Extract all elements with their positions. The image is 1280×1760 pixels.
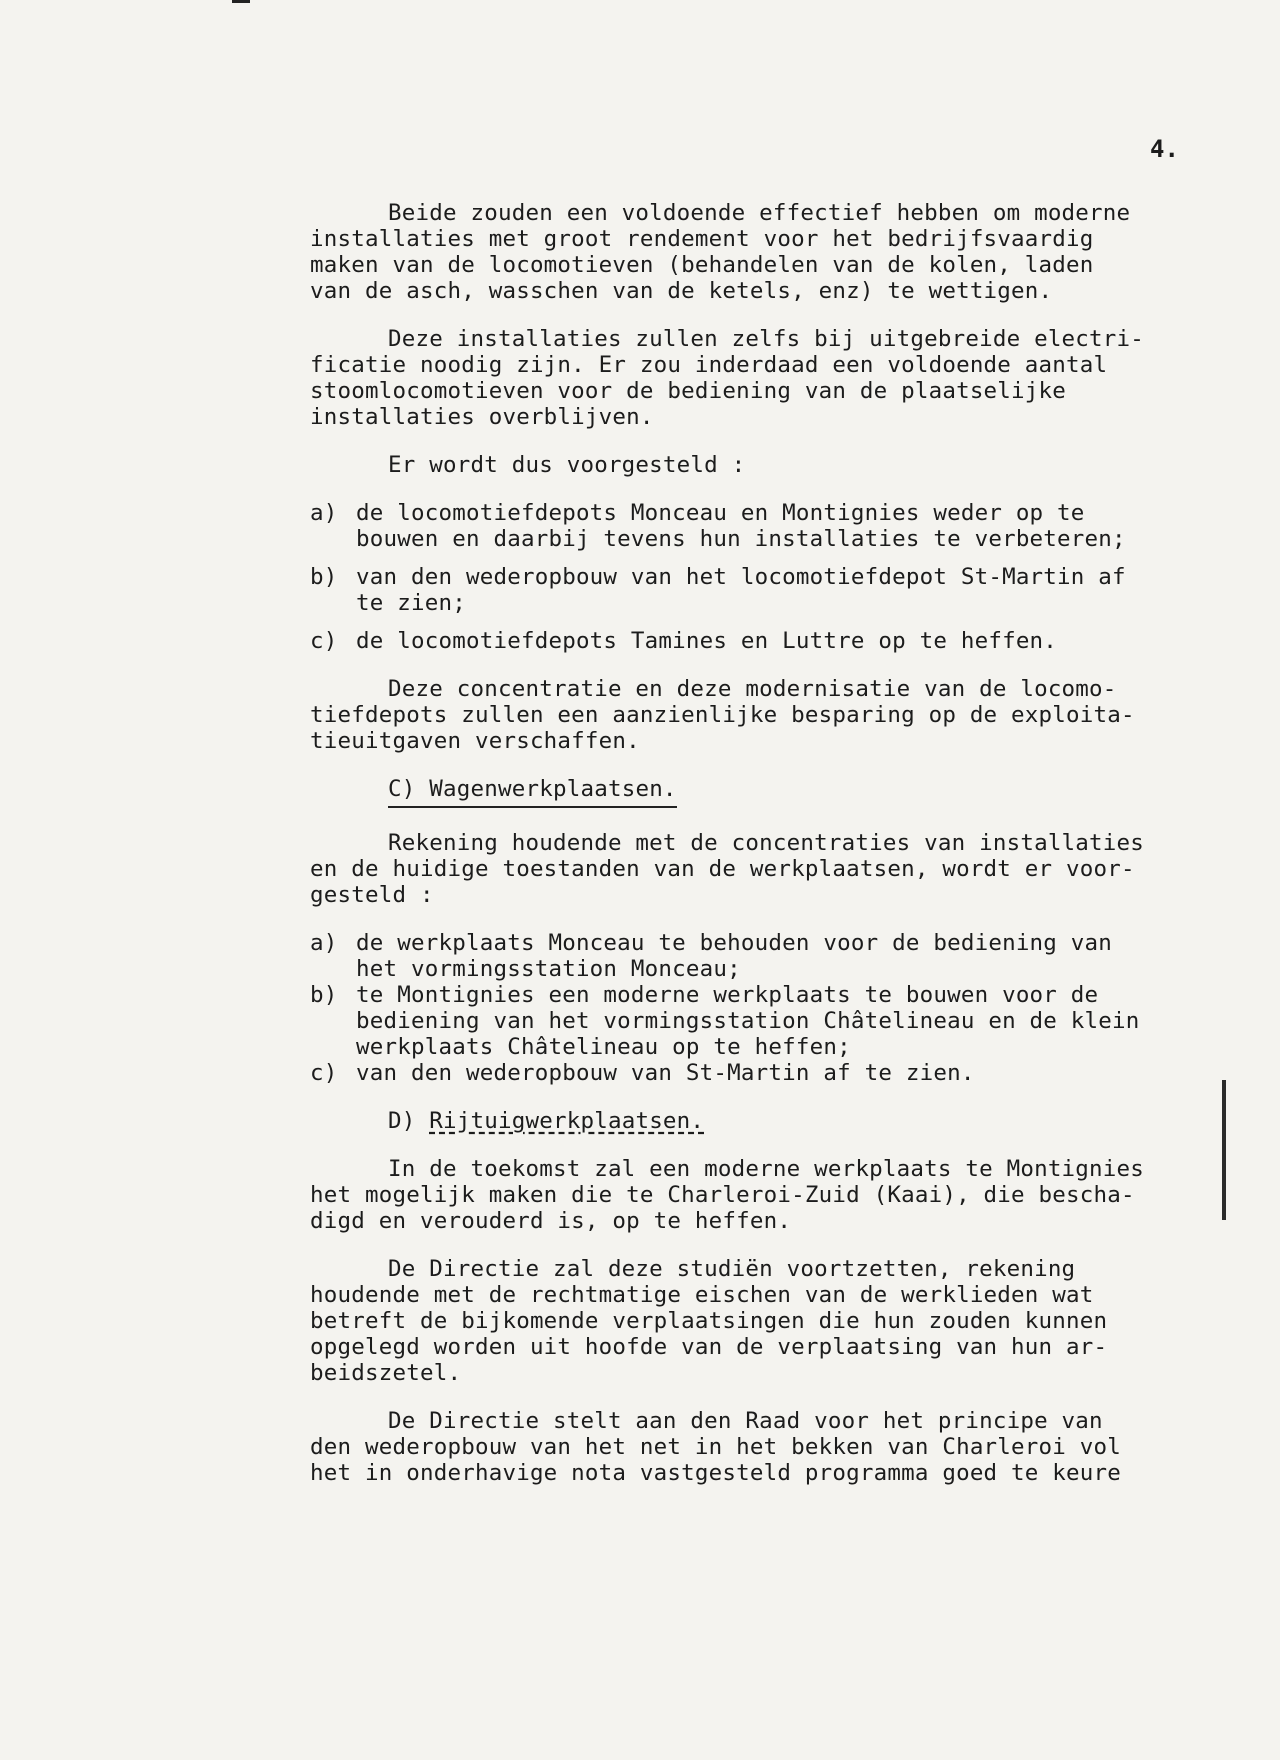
text-line: van de asch, wasschen van de ketels, enz) te wettigen. bbox=[310, 278, 1053, 304]
list-marker: c) bbox=[310, 1060, 338, 1086]
paragraph-effectief bbox=[310, 200, 1240, 304]
text-line: te zien; bbox=[356, 590, 466, 616]
paragraph-rekening bbox=[310, 830, 1240, 908]
list-marker: a) bbox=[310, 500, 338, 526]
text-line: Rekening houdende met de concentraties van installaties bbox=[388, 830, 1145, 856]
text-line: van den wederopbouw van het locomotiefdepot St-Martin af bbox=[356, 564, 1126, 590]
heading-underline bbox=[388, 776, 677, 808]
text-line: De Directie stelt aan den Raad voor het principe van bbox=[388, 1408, 1103, 1434]
list-marker: c) bbox=[310, 628, 338, 654]
text-line: betreft de bijkomende verplaatsingen die hun zouden kunnen bbox=[310, 1308, 1108, 1334]
text-line: het in onderhavige nota vastgesteld programma goed te keure bbox=[310, 1460, 1122, 1486]
text-line: de locomotiefdepots Tamines en Luttre op te heffen. bbox=[356, 628, 1058, 654]
text-line: de locomotiefdepots Monceau en Montignies weder op te bbox=[356, 500, 1085, 526]
text-line: het mogelijk maken die te Charleroi-Zuid (Kaai), die bescha- bbox=[310, 1182, 1135, 1208]
text-line: ficatie noodig zijn. Er zou inderdaad een voldoende aantal bbox=[310, 352, 1108, 378]
text-line: tiefdepots zullen een aanzienlijke besparing op de exploita- bbox=[310, 702, 1135, 728]
margin-rule bbox=[1222, 1080, 1226, 1220]
text-line: opgelegd worden uit hoofde van de verplaatsing van hun ar- bbox=[310, 1334, 1108, 1360]
text-line: van den wederopbouw van St-Martin af te zien. bbox=[356, 1060, 975, 1086]
list-item-werkplaats-b bbox=[310, 982, 1240, 1060]
text-line: het vormingsstation Monceau; bbox=[356, 956, 741, 982]
text-line: Beide zouden een voldoende effectief hebben om moderne bbox=[388, 200, 1131, 226]
paragraph-voorgesteld bbox=[310, 452, 1240, 478]
text-line: houdende met de rechtmatige eischen van de werklieden wat bbox=[310, 1282, 1094, 1308]
text-line: den wederopbouw van het net in het bekken van Charleroi vol bbox=[310, 1434, 1122, 1460]
text-line: gesteld : bbox=[310, 882, 434, 908]
paragraph-raad bbox=[310, 1408, 1240, 1486]
text-line: en de huidige toestanden van de werkplaatsen, wordt er voor- bbox=[310, 856, 1135, 882]
document-body bbox=[310, 200, 1240, 1508]
text-line: bediening van het vormingsstation Châtelineau en de klein bbox=[356, 1008, 1140, 1034]
paragraph-toekomst bbox=[310, 1156, 1240, 1234]
text-line: installaties met groot rendement voor het bedrijfsvaardig bbox=[310, 226, 1094, 252]
heading-title: Wagenwerkplaatsen. bbox=[429, 776, 677, 802]
scan-mark bbox=[232, 0, 250, 3]
list-marker: a) bbox=[310, 930, 338, 956]
text-line: beidszetel. bbox=[310, 1360, 462, 1386]
section-heading-rijtuigwerkplaatsen bbox=[310, 1108, 1240, 1134]
text-line: te Montignies een moderne werkplaats te bouwen voor de bbox=[356, 982, 1099, 1008]
text-line: Er wordt dus voorgesteld : bbox=[388, 452, 746, 478]
text-line: installaties overblijven. bbox=[310, 404, 654, 430]
list-item-werkplaats-a bbox=[310, 930, 1240, 982]
text-line: In de toekomst zal een moderne werkplaats te Montignies bbox=[388, 1156, 1145, 1182]
list-item-depots-b bbox=[310, 564, 1240, 616]
text-line: de werkplaats Monceau te behouden voor de bediening van bbox=[356, 930, 1113, 956]
section-heading-wagenwerkplaatsen bbox=[310, 776, 1240, 808]
text-line: werkplaats Châtelineau op te heffen; bbox=[356, 1034, 851, 1060]
page-number: 4. bbox=[1150, 135, 1179, 163]
text-line: Deze installaties zullen zelfs bij uitgebreide electri- bbox=[388, 326, 1145, 352]
list-marker: b) bbox=[310, 564, 338, 590]
list-marker: b) bbox=[310, 982, 338, 1008]
paragraph-concentratie bbox=[310, 676, 1240, 754]
list-item-depots-a bbox=[310, 500, 1240, 552]
text-line: Deze concentratie en deze modernisatie van de locomo- bbox=[388, 676, 1117, 702]
text-line: bouwen en daarbij tevens hun installaties te verbeteren; bbox=[356, 526, 1126, 552]
list-item-werkplaats-c bbox=[310, 1060, 1240, 1086]
heading-title: Rijtuigwerkplaatsen. bbox=[429, 1108, 705, 1134]
heading-label: C) bbox=[388, 776, 416, 802]
paragraph-installaties bbox=[310, 326, 1240, 430]
text-line: De Directie zal deze studiën voortzetten, rekening bbox=[388, 1256, 1076, 1282]
heading-label: D) bbox=[388, 1108, 416, 1134]
text-line: tieuitgaven verschaffen. bbox=[310, 728, 640, 754]
text-line: maken van de locomotieven (behandelen van de kolen, laden bbox=[310, 252, 1094, 278]
text-line: stoomlocomotieven voor de bediening van de plaatselijke bbox=[310, 378, 1067, 404]
list-item-depots-c bbox=[310, 628, 1240, 654]
text-line: digd en verouderd is, op te heffen. bbox=[310, 1208, 792, 1234]
paragraph-studien bbox=[310, 1256, 1240, 1386]
